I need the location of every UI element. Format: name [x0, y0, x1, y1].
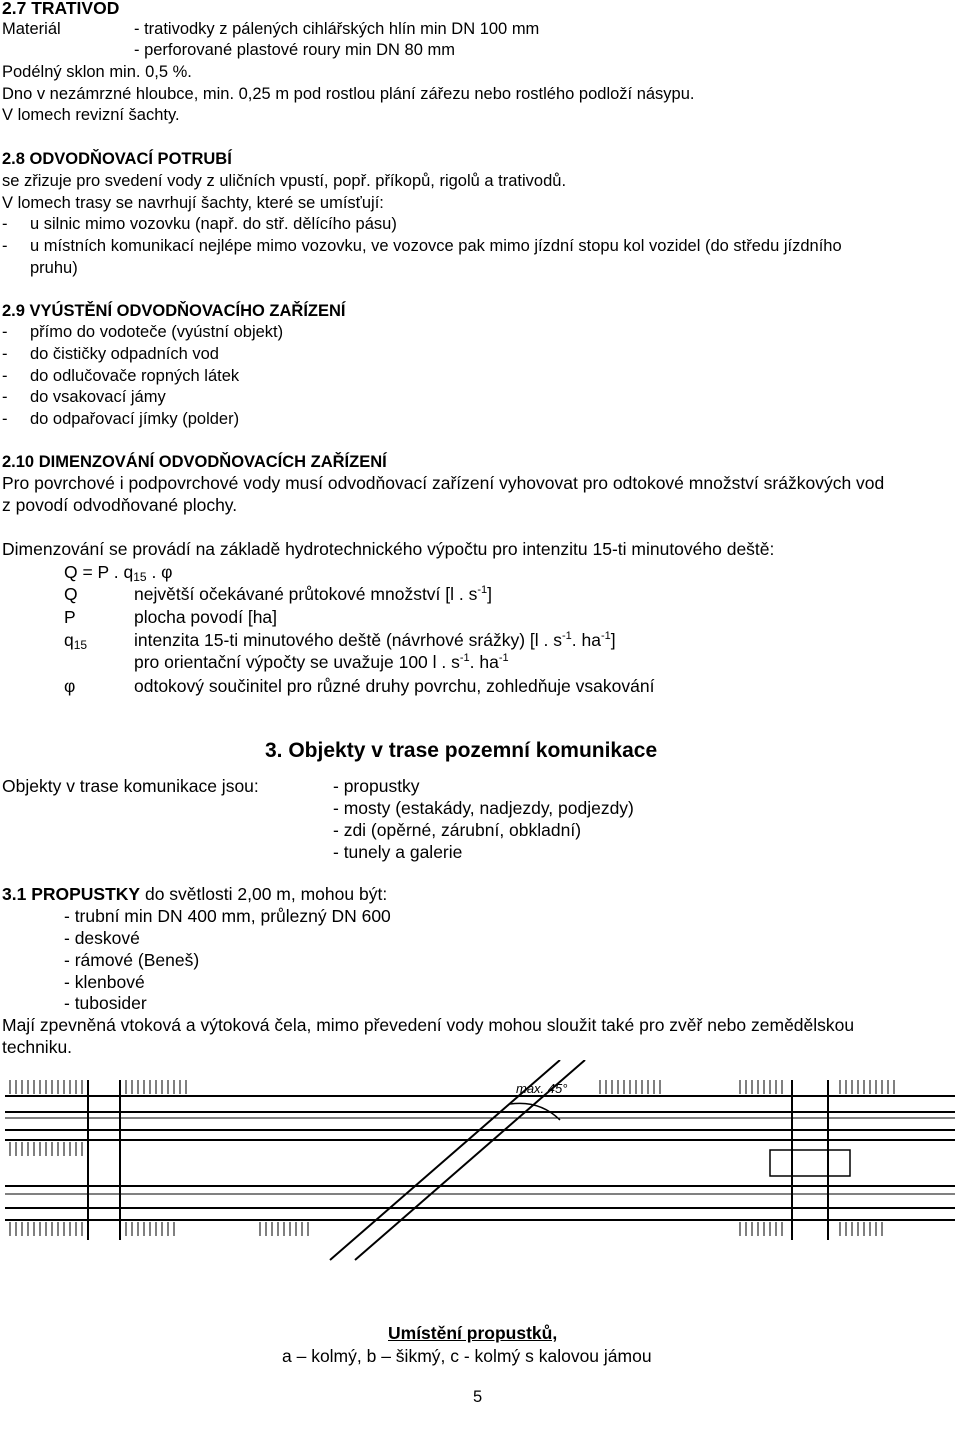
list-dash: -: [2, 367, 8, 385]
symbol-q15: $q_{15}$: [64, 630, 88, 652]
definition-q15-note: pro orientační výpočty se uvažuje 100 l . $s^{-1}$. $ha^{-1}$: [134, 652, 509, 672]
list-item: - mosty (estakády, nadjezdy, podjezdy): [333, 798, 634, 818]
paragraph: Pro povrchové i podpovrchové vody musí odvodňovací zařízení vyhovovat pro odtokové množství srážkových vod: [2, 473, 885, 493]
list-item: - tunely a galerie: [333, 842, 463, 862]
material-item: - trativodky z pálených cihlářských hlín min DN 100 mm: [134, 20, 540, 38]
list-item: - zdi (opěrné, zárubní, obkladní): [333, 820, 582, 840]
definition-p: plocha povodí [ha]: [134, 607, 278, 627]
list-item-cont: pruhu): [30, 259, 78, 277]
heading-2-9: 2.9 VYÚSTĚNÍ ODVODŇOVACÍHO ZAŘÍZENÍ: [2, 302, 346, 320]
formula: Q = P . $q_{15}$ . φ: [64, 562, 173, 584]
list-dash: -: [2, 388, 8, 406]
heading-2-10: 2.10 DIMENZOVÁNÍ ODVODŇOVACÍCH ZAŘÍZENÍ: [2, 453, 387, 471]
objects-intro: Objekty v trase komunikace jsou:: [2, 776, 259, 796]
bend-text: V lomech revizní šachty.: [2, 106, 180, 124]
paragraph: techniku.: [2, 1037, 73, 1057]
list-item: - tubosider: [64, 993, 147, 1013]
angle-label: max. 45°: [516, 1081, 568, 1096]
list-item: do odlučovače ropných látek: [30, 367, 240, 385]
list-item: u silnic mimo vozovku (např. do stř. dělícího pásu): [30, 215, 397, 233]
list-item: - deskové: [64, 928, 140, 948]
heading-2-8: 2.8 ODVODŇOVACÍ POTRUBÍ: [2, 150, 232, 168]
material-item: - perforované plastové roury min DN 80 mm: [134, 41, 455, 59]
list-item: do vsakovací jámy: [30, 388, 166, 406]
heading-3-1: 3.1 PROPUSTKY do světlosti 2,00 m, mohou být:: [2, 884, 388, 904]
list-item: - propustky: [333, 776, 420, 796]
list-dash: -: [2, 345, 8, 363]
symbol-q: Q: [64, 584, 78, 604]
culvert-placement-drawing: [0, 1060, 960, 1310]
list-item: - klenbové: [64, 972, 145, 992]
list-dash: -: [2, 410, 8, 428]
slope-text: Podélný sklon min. 0,5 %.: [2, 63, 192, 81]
list-item: u místních komunikací nejlépe mimo vozovku, ve vozovce pak mimo jízdní stopu kol vozidel (do středu jízdního: [30, 237, 842, 255]
paragraph: se zřizuje pro svedení vody z uličních vpustí, popř. příkopů, rigolů a trativodů.: [2, 172, 567, 190]
list-item: do odpařovací jímky (polder): [30, 410, 240, 428]
material-label: Materiál: [2, 20, 61, 38]
list-item: do čističky odpadních vod: [30, 345, 219, 363]
symbol-p: P: [64, 607, 76, 627]
paragraph: z povodí odvodňované plochy.: [2, 495, 238, 515]
list-dash: -: [2, 323, 8, 341]
figure-caption-title: Umístění propustků,: [388, 1323, 558, 1343]
definition-q15: intenzita 15-ti minutového deště (návrhové srážky) [l . $s^{-1}$. $ha^{-1}$]: [134, 630, 616, 650]
paragraph: Dimenzování se provádí na základě hydrotechnického výpočtu pro intenzitu 15-ti minutového deště:: [2, 539, 775, 559]
list-dash: -: [2, 215, 8, 233]
figure-caption-text: a – kolmý, b – šikmý, c - kolmý s kalovou jámou: [282, 1346, 652, 1366]
definition-phi: odtokový součinitel pro různé druhy povrchu, zohledňuje vsakování: [134, 676, 655, 696]
list-item: - trubní min DN 400 mm, průlezný DN 600: [64, 906, 391, 926]
page-number: 5: [473, 1388, 483, 1406]
definition-q: největší očekávané průtokové množství [l . $s^{-1}$]: [134, 584, 493, 604]
heading-3: 3. Objekty v trase pozemní komunikace: [265, 739, 658, 762]
bottom-text: Dno v nezámrzné hloubce, min. 0,25 m pod rostlou plání zářezu nebo rostlého podloží násypu.: [2, 85, 695, 103]
paragraph: Mají zpevněná vtoková a výtoková čela, mimo převedení vody mohou sloužit také pro zvěř nebo zemědělskou: [2, 1015, 855, 1035]
list-item: - rámové (Beneš): [64, 950, 200, 970]
paragraph: V lomech trasy se navrhují šachty, které se umísťují:: [2, 194, 384, 212]
list-item: přímo do vodoteče (vyústní objekt): [30, 323, 284, 341]
list-dash: -: [2, 237, 8, 255]
symbol-phi: φ: [64, 676, 76, 696]
heading-2-7: 2.7 TRATIVOD: [2, 0, 120, 18]
